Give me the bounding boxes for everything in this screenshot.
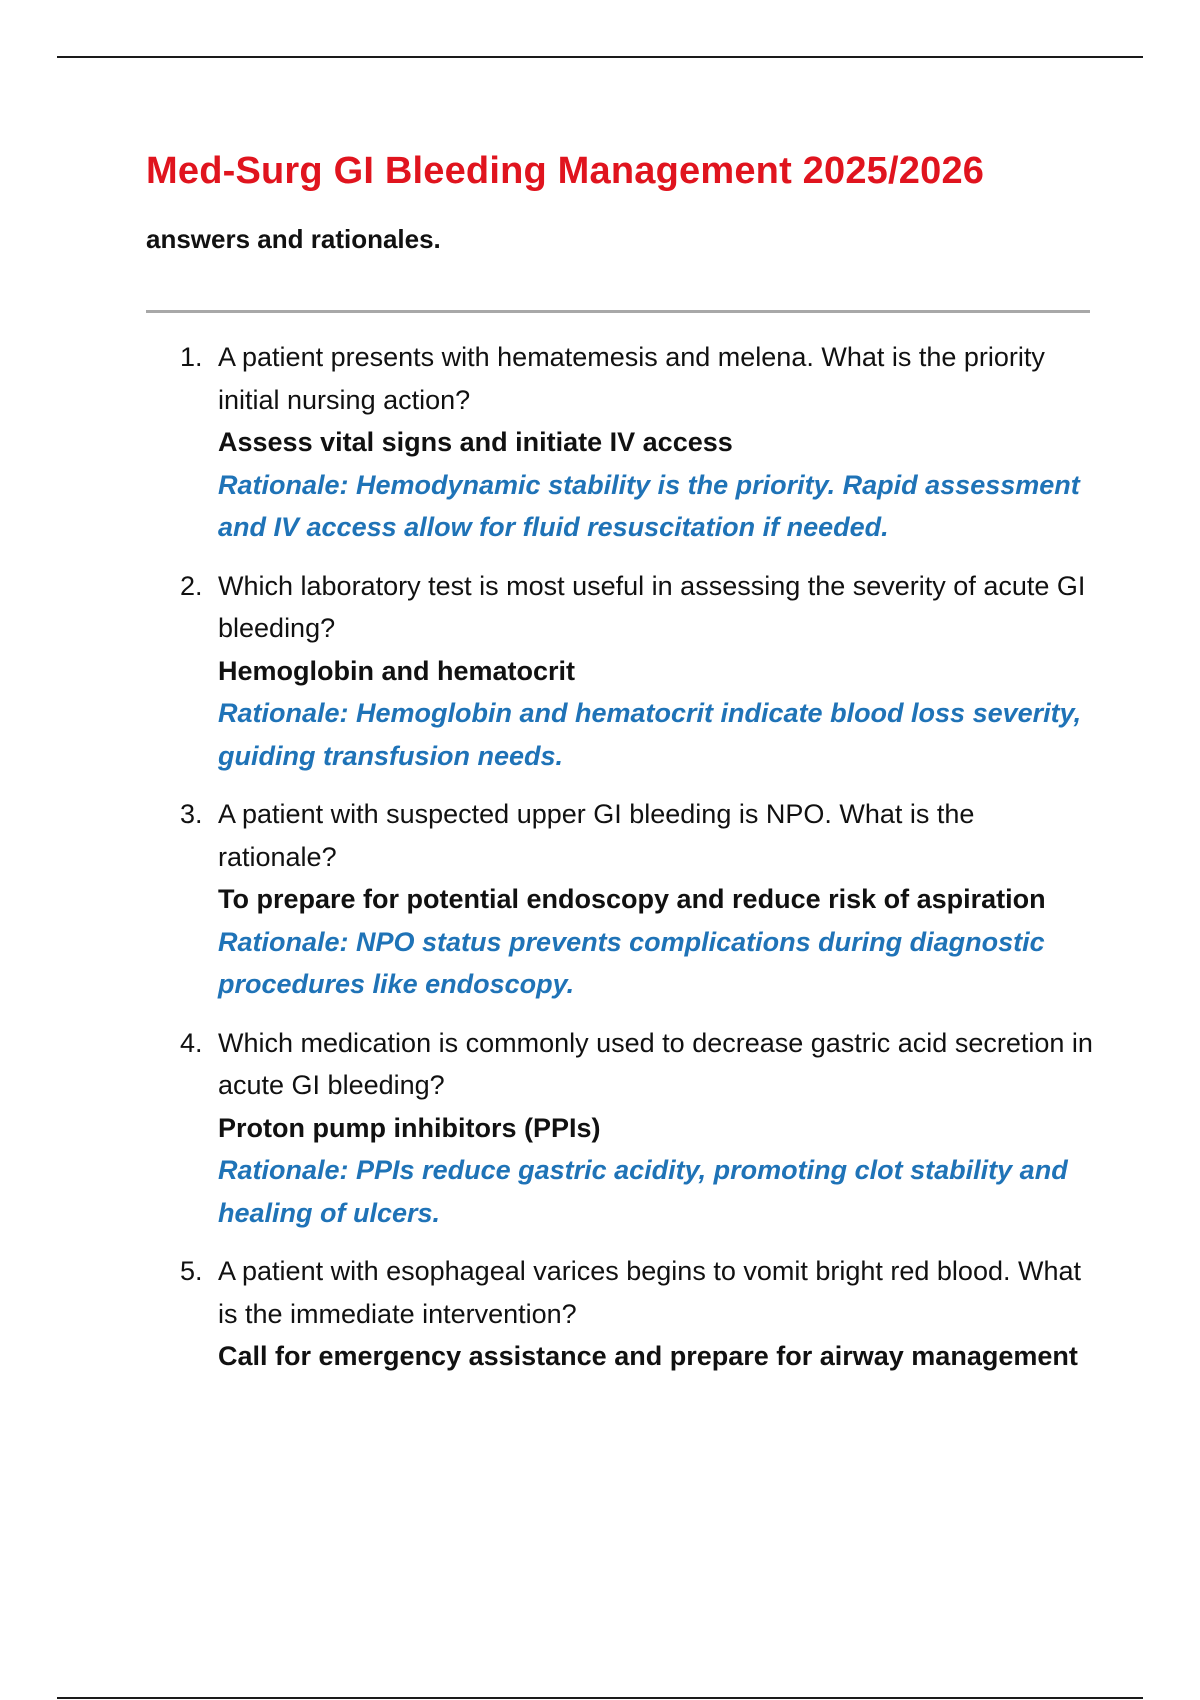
question-text: A patient with suspected upper GI bleeding is NPO. What is the rationale? [218,799,975,872]
question-item-4 [0,1022,1098,1235]
question-text: A patient presents with hematemesis and melena. What is the priority initial nursing action? [218,342,1045,415]
question-item-5 [0,1250,1098,1378]
answer-text: Call for emergency assistance and prepare for airway management [218,1341,1078,1371]
answer-text: Proton pump inhibitors (PPIs) [218,1112,601,1143]
top-page-rule [57,56,1143,58]
document-subtitle: answers and rationales. [146,224,441,254]
question-number: 3. [180,799,203,829]
question-item-3 [0,793,1098,1006]
question-number: 1. [180,342,203,372]
question-number: 5. [180,1256,203,1286]
question-text: Which laboratory test is most useful in assessing the severity of acute GI bleeding? [218,570,1086,643]
question-item-2 [0,565,1098,778]
answer-text: Hemoglobin and hematocrit [218,655,576,686]
question-text: A patient with esophageal varices begins to vomit bright red blood. What is the immediate intervention? [218,1256,1081,1329]
rationale-text: Rationale: PPIs reduce gastric acidity, promoting clot stability and healing of ulcers. [218,1155,1068,1228]
rationale-text: Rationale: Hemodynamic stability is the priority. Rapid assessment and IV access allow for fluid resuscitation if needed. [218,469,1080,542]
question-item-1 [0,336,1098,549]
answer-text: To prepare for potential endoscopy and reduce risk of aspiration [218,884,1046,914]
question-list [0,336,1200,1394]
answer-text: Assess vital signs and initiate IV access [218,427,733,457]
rationale-text: Rationale: NPO status prevents complications during diagnostic procedures like endoscopy. [218,926,1045,999]
document-title: Med-Surg GI Bleeding Management 2025/2026 [146,150,985,192]
section-divider [146,310,1090,313]
rationale-text: Rationale: Hemoglobin and hematocrit indicate blood loss severity, guiding transfusion needs. [218,698,1082,771]
question-number: 2. [180,570,203,601]
question-number: 4. [180,1027,203,1058]
question-text: Which medication is commonly used to decrease gastric acid secretion in acute GI bleeding? [218,1027,1093,1100]
bottom-page-rule [57,1697,1143,1699]
